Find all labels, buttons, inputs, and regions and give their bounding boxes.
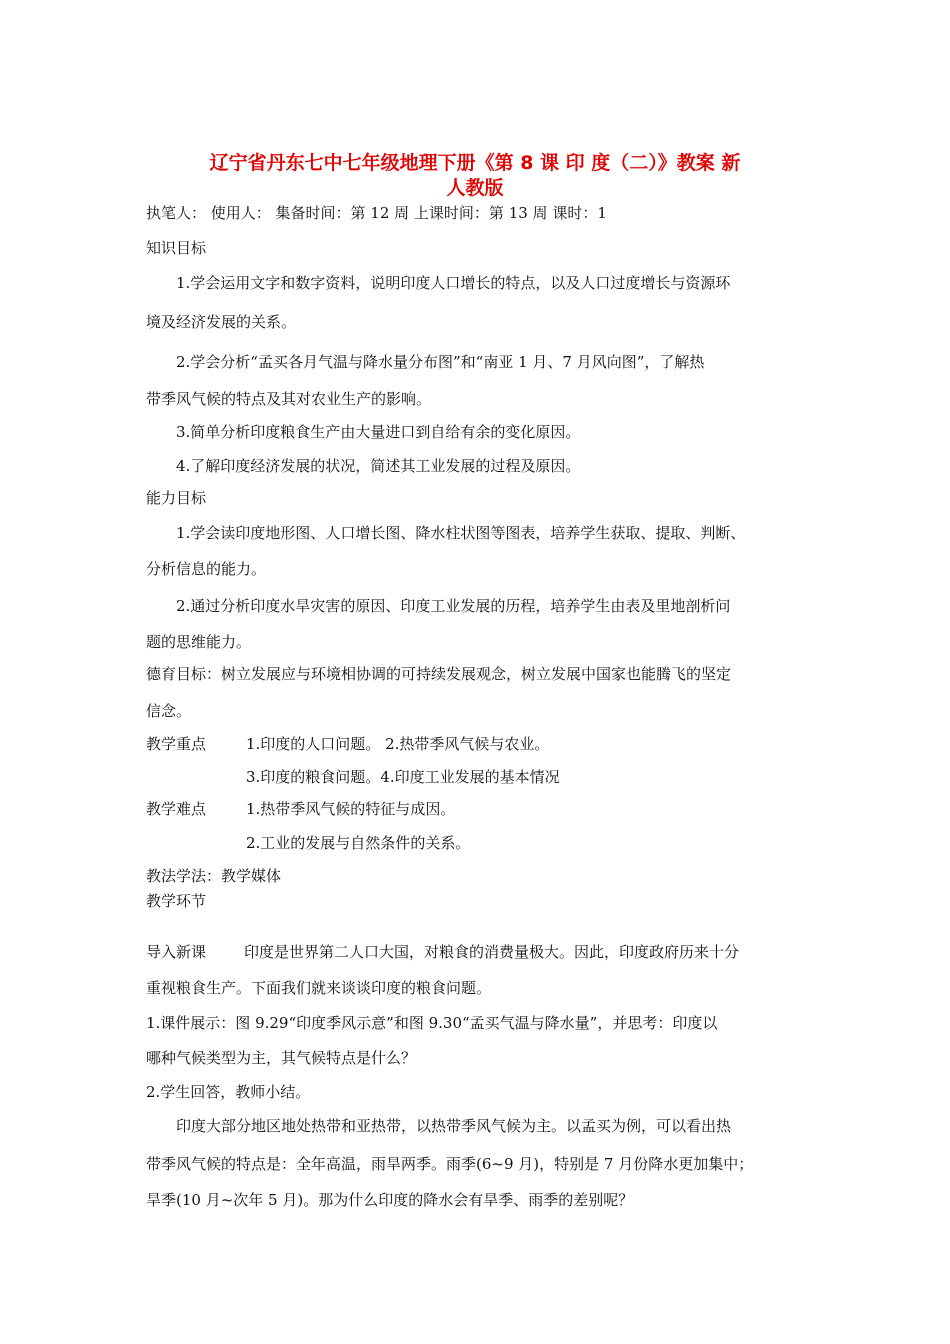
key-points-line-1: 1.印度的人口问题。 2.热带季风气候与农业。 — [246, 735, 550, 753]
key-points-label: 教学重点 — [146, 735, 207, 753]
summary-line: 带季风气候的特点是：全年高温，雨旱两季。雨季(6~9 月)，特别是 7 月份降水更加集中； — [146, 1155, 754, 1173]
ability-item: 题的思维能力。 — [146, 633, 252, 651]
knowledge-item: 2.学会分析“孟买各月气温与降水量分布图”和“南亚 1 月、7 月风向图”，了解热 — [176, 353, 705, 371]
meta-line: 执笔人： 使用人： 集备时间：第 12 周 上课时间：第 13 周 课时：1 — [146, 204, 607, 222]
knowledge-item: 境及经济发展的关系。 — [146, 313, 297, 331]
ability-item: 1.学会读印度地形图、人口增长图、降水柱状图等图表，培养学生获取、提取、判断、 — [176, 524, 746, 542]
knowledge-item: 3.简单分析印度粮食生产由大量进口到自给有余的变化原因。 — [176, 423, 581, 441]
knowledge-item: 1.学会运用文字和数字资料，说明印度人口增长的特点，以及人口过度增长与资源环 — [176, 274, 731, 292]
knowledge-item: 带季风气候的特点及其对农业生产的影响。 — [146, 390, 432, 408]
moral-goal-line-1: 德育目标：树立发展应与环境相协调的可持续发展观念，树立发展中国家也能腾飞的坚定 — [146, 665, 732, 683]
intro-line-2: 重视粮食生产。下面我们就来谈谈印度的粮食问题。 — [146, 979, 492, 997]
knowledge-heading: 知识目标 — [146, 239, 207, 257]
ability-item: 2.通过分析印度水旱灾害的原因、印度工业发展的历程，培养学生由表及里地剖析问 — [176, 597, 731, 615]
ability-item: 分析信息的能力。 — [146, 560, 267, 578]
step-line: 1.课件展示：图 9.29“印度季风示意”和图 9.30“孟买气温与降水量”，并思考：印度以 — [146, 1014, 718, 1032]
intro-label: 导入新课 — [146, 943, 207, 961]
difficult-points-line-1: 1.热带季风气候的特征与成因。 — [246, 800, 456, 818]
ability-heading: 能力目标 — [146, 489, 207, 507]
difficult-points-label: 教学难点 — [146, 800, 207, 818]
key-points-line-2: 3.印度的粮食问题。4.印度工业发展的基本情况 — [246, 768, 560, 786]
summary-line: 旱季(10 月~次年 5 月)。那为什么印度的降水会有旱季、雨季的差别呢？ — [146, 1191, 634, 1209]
step-line: 哪种气候类型为主，其气候特点是什么？ — [146, 1049, 417, 1067]
document-title-line-1: 辽宁省丹东七中七年级地理下册《第 8 课 印 度（二）》教案 新 — [209, 152, 741, 174]
summary-line: 印度大部分地区地处热带和亚热带，以热带季风气候为主。以孟买为例，可以看出热 — [176, 1117, 732, 1135]
difficult-points-line-2: 2.工业的发展与自然条件的关系。 — [246, 834, 471, 852]
knowledge-item: 4.了解印度经济发展的状况，简述其工业发展的过程及原因。 — [176, 457, 581, 475]
moral-goal-line-2: 信念。 — [146, 702, 192, 720]
step-line: 2.学生回答，教师小结。 — [146, 1083, 311, 1101]
document-title-line-2: 人教版 — [446, 177, 504, 199]
intro-line-1: 印度是世界第二人口大国，对粮食的消费量极大。因此，印度政府历来十分 — [244, 943, 740, 961]
teaching-method: 教法学法：教学媒体 — [146, 867, 282, 885]
teaching-process-heading: 教学环节 — [146, 892, 207, 910]
